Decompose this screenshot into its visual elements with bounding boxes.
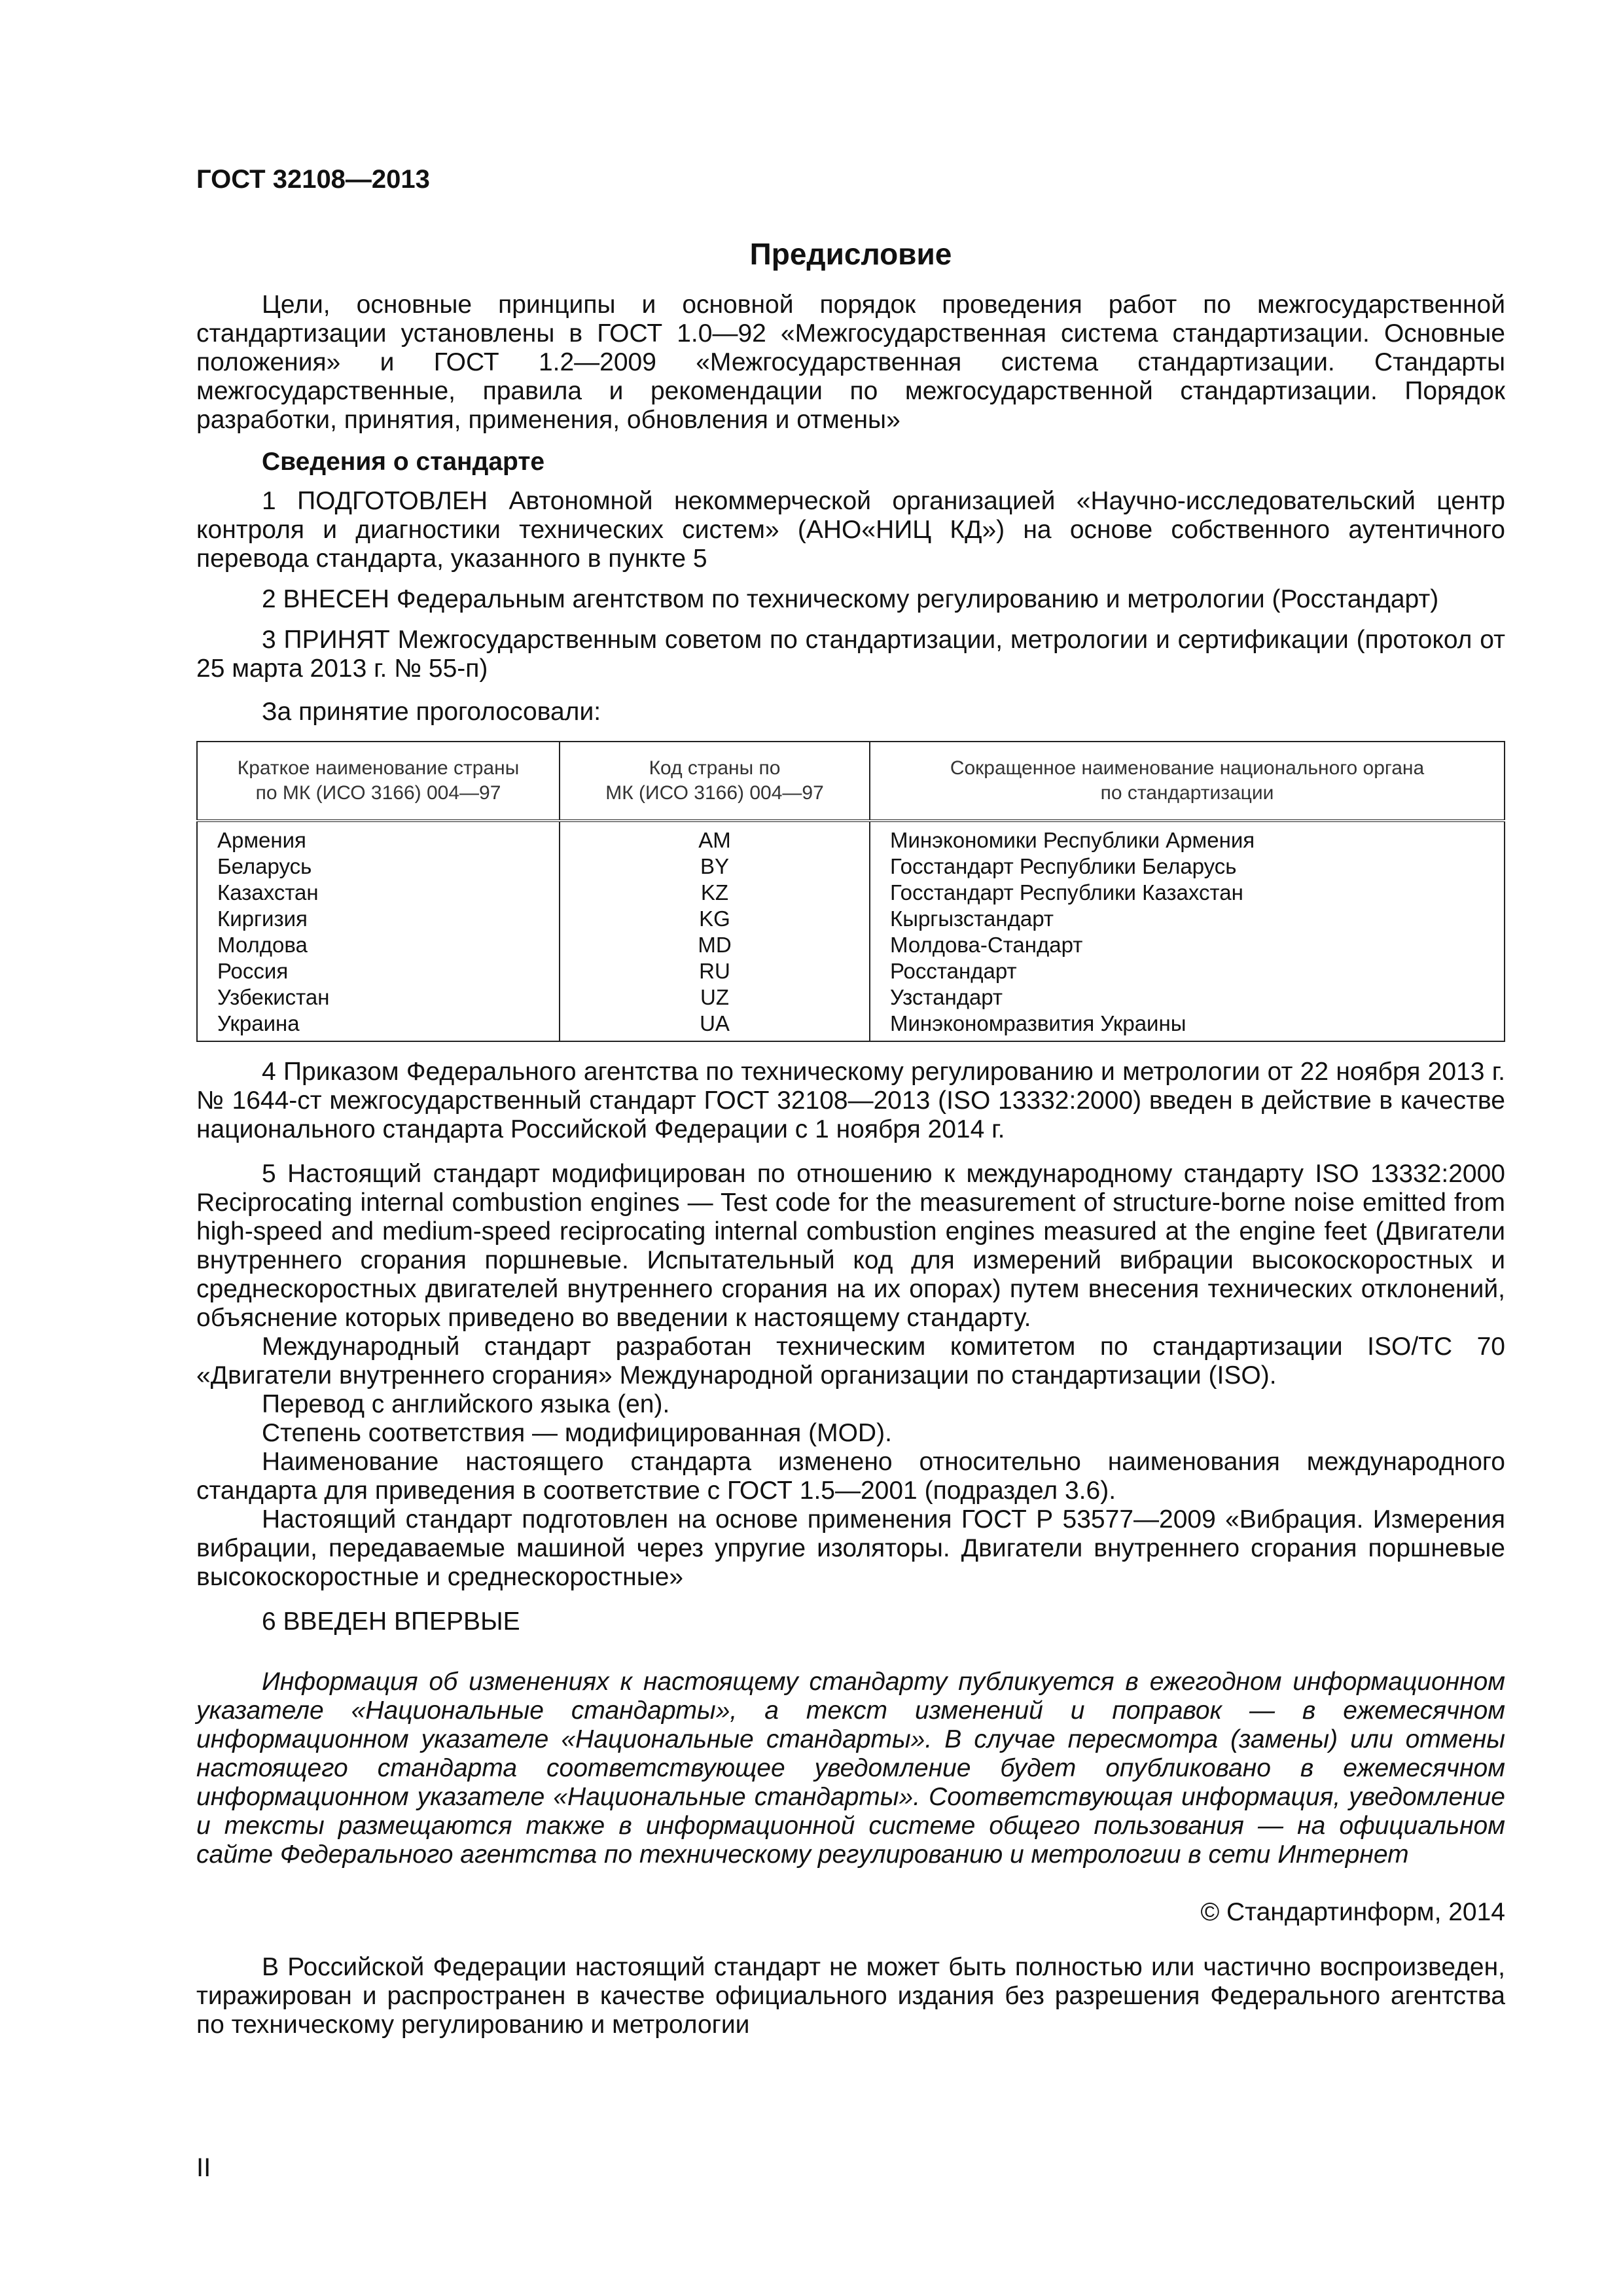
header-body-line: по стандартизации: [1100, 782, 1274, 804]
country-column: [197, 821, 560, 1041]
notice-block: [196, 1668, 1505, 1869]
country-code: AM: [698, 828, 731, 852]
standards-body: Росстандарт: [890, 959, 1017, 983]
voting-table-body-row: [197, 821, 1505, 1041]
standards-body: Госстандарт Республики Казахстан: [890, 880, 1243, 905]
header-country-line: Краткое наименование страны: [237, 757, 520, 779]
page-content: [196, 236, 1505, 2039]
country-name: Беларусь: [217, 854, 312, 878]
country-code: BY: [700, 854, 730, 878]
rights-notice: В Российской Федерации настоящий стандарт не может быть полностью или частично воспроизведен, тиражирован и распространен в качестве официального издания без разрешения Федерального агентства по техническому регулированию и метрологии: [196, 1953, 1505, 2039]
item-developer: Международный стандарт разработан техническим комитетом по стандартизации ISO/TC 70 «Двигатели внутреннего сгорания» Международной организации по стандартизации (ISO).: [196, 1333, 1505, 1390]
country-code: UZ: [700, 985, 729, 1009]
country-code: KG: [699, 906, 730, 931]
standard-info-heading: Сведения о стандарте: [262, 448, 545, 476]
header-country-line: по МК (ИСО 3166) 004—97: [255, 782, 501, 804]
standards-body: Минэкономразвития Украины: [890, 1011, 1186, 1035]
standards-body: Узстандарт: [890, 985, 1003, 1009]
country-name: Молдова: [217, 933, 308, 957]
page-number: II: [196, 2153, 211, 2182]
standards-body: Кыргызстандарт: [890, 906, 1054, 931]
country-code: MD: [698, 933, 732, 957]
header-code: [560, 742, 870, 821]
standards-body: Госстандарт Республики Беларусь: [890, 854, 1237, 878]
copyright: © Стандартинформ, 2014: [1200, 1898, 1505, 1926]
item-prepared: 1 ПОДГОТОВЛЕН Автономной некоммерческой организацией «Научно-исследовательский центр контроля и диагностики технических систем» (АНО«НИЦ КД») на основе собственного аутентичного перевода стандарта, указанного в пункте 5: [196, 487, 1505, 573]
item-submitted: 2 ВНЕСЕН Федеральным агентством по техническому регулированию и метрологии (Росстандарт): [262, 585, 1439, 613]
item-introduced: 6 ВВЕДЕН ВПЕРВЫЕ: [262, 1607, 520, 1636]
country-name: Казахстан: [217, 880, 319, 905]
item-enacted: 4 Приказом Федерального агентства по техническому регулированию и метрологии от 22 ноября 2013 г. № 1644-ст межгосударственный стандарт ГОСТ 32108—2013 (ISO 13332:2000) введен в действие в качестве национального стандарта Российской Федерации с 1 ноября 2014 г.: [196, 1058, 1505, 1143]
standards-body: Молдова-Стандарт: [890, 933, 1083, 957]
item-name-change: Наименование настоящего стандарта изменено относительно наименования международного стандарта для приведения в соответствие с ГОСТ 1.5—2001 (подраздел 3.6).: [196, 1448, 1505, 1505]
country-code: RU: [699, 959, 730, 983]
item-basis: Настоящий стандарт подготовлен на основе применения ГОСТ Р 53577—2009 «Вибрация. Измерения вибрации, передаваемые машиной через упругие изоляторы. Двигатели внутреннего сгорания поршневые высокоскоростные и среднескоростные»: [196, 1505, 1505, 1591]
item-translation: Перевод с английского языка (en).: [262, 1390, 670, 1418]
preface-intro: Цели, основные принципы и основной порядок проведения работ по межгосударственной стандартизации установлены в ГОСТ 1.0—92 «Межгосударственная система стандартизации. Основные положения» и ГОСТ 1.2—2009 «Межгосударственная система стандартизации. Стандарты межгосударственные, правила и рекомендации по межгосударственной стандартизации. Порядок разработки, принятия, применения, обновления и отмены»: [196, 291, 1505, 434]
country-name: Армения: [217, 828, 306, 852]
country-name: Украина: [217, 1011, 300, 1035]
country-code: UA: [700, 1011, 730, 1035]
notice-text: Информация об изменениях к настоящему стандарту публикуется в ежегодном информационном указателе «Национальные стандарты», а текст изменений и поправок — в ежемесячном информационном указателе «Национальные стандарты». В случае пересмотра (замены) или отмены настоящего стандарта соответствующее уведомление будет опубликовано в ежемесячном информационном указателе «Национальные стандарты». Соответствующая информация, уведомление и тексты размещаются также в информационной системе общего пользования — на официальном сайте Федерального агентства по техническому регулированию и метрологии в сети Интернет: [196, 1668, 1505, 1869]
country-name: Киргизия: [217, 906, 308, 931]
item-conformity: Степень соответствия — модифицированная (MOD).: [262, 1419, 892, 1447]
country-name: Россия: [217, 959, 289, 983]
votes-label: За принятие проголосовали:: [262, 698, 601, 726]
preface-title: Предисловие: [749, 237, 952, 271]
header-code-line: Код страны по: [649, 757, 781, 779]
voting-table-header-row: [197, 742, 1505, 821]
header-body-line: Сокращенное наименование национального органа: [950, 757, 1425, 779]
voting-table: [196, 741, 1505, 1042]
item-modified: 5 Настоящий стандарт модифицирован по отношению к международному стандарту ISO 13332:2000 Reciprocating internal combustion engines — Test code for the measurement of structure-borne noise emitted from high-speed and medium-speed reciprocating internal combustion engines measured at the engine feet (Двигатели внутреннего сгорания поршневые. Испытательный код для измерений вибрации высокоскоростных и среднескоростных двигателей внутреннего сгорания на их опорах) путем внесения технических отклонений, объяснение которых приведено во введении к настоящему стандарту.: [196, 1160, 1505, 1332]
code-column: [560, 821, 870, 1041]
item-adopted: 3 ПРИНЯТ Межгосударственным советом по стандартизации, метрологии и сертификации (протокол от 25 марта 2013 г. № 55-п): [196, 626, 1505, 683]
standards-body: Минэкономики Республики Армения: [890, 828, 1255, 852]
document-code: ГОСТ 32108—2013: [196, 165, 430, 194]
header-country: [197, 742, 560, 821]
body-column: [870, 821, 1505, 1041]
header-body: [870, 742, 1505, 821]
header-code-line: МК (ИСО 3166) 004—97: [605, 782, 824, 804]
country-code: KZ: [700, 880, 729, 905]
country-name: Узбекистан: [217, 985, 330, 1009]
